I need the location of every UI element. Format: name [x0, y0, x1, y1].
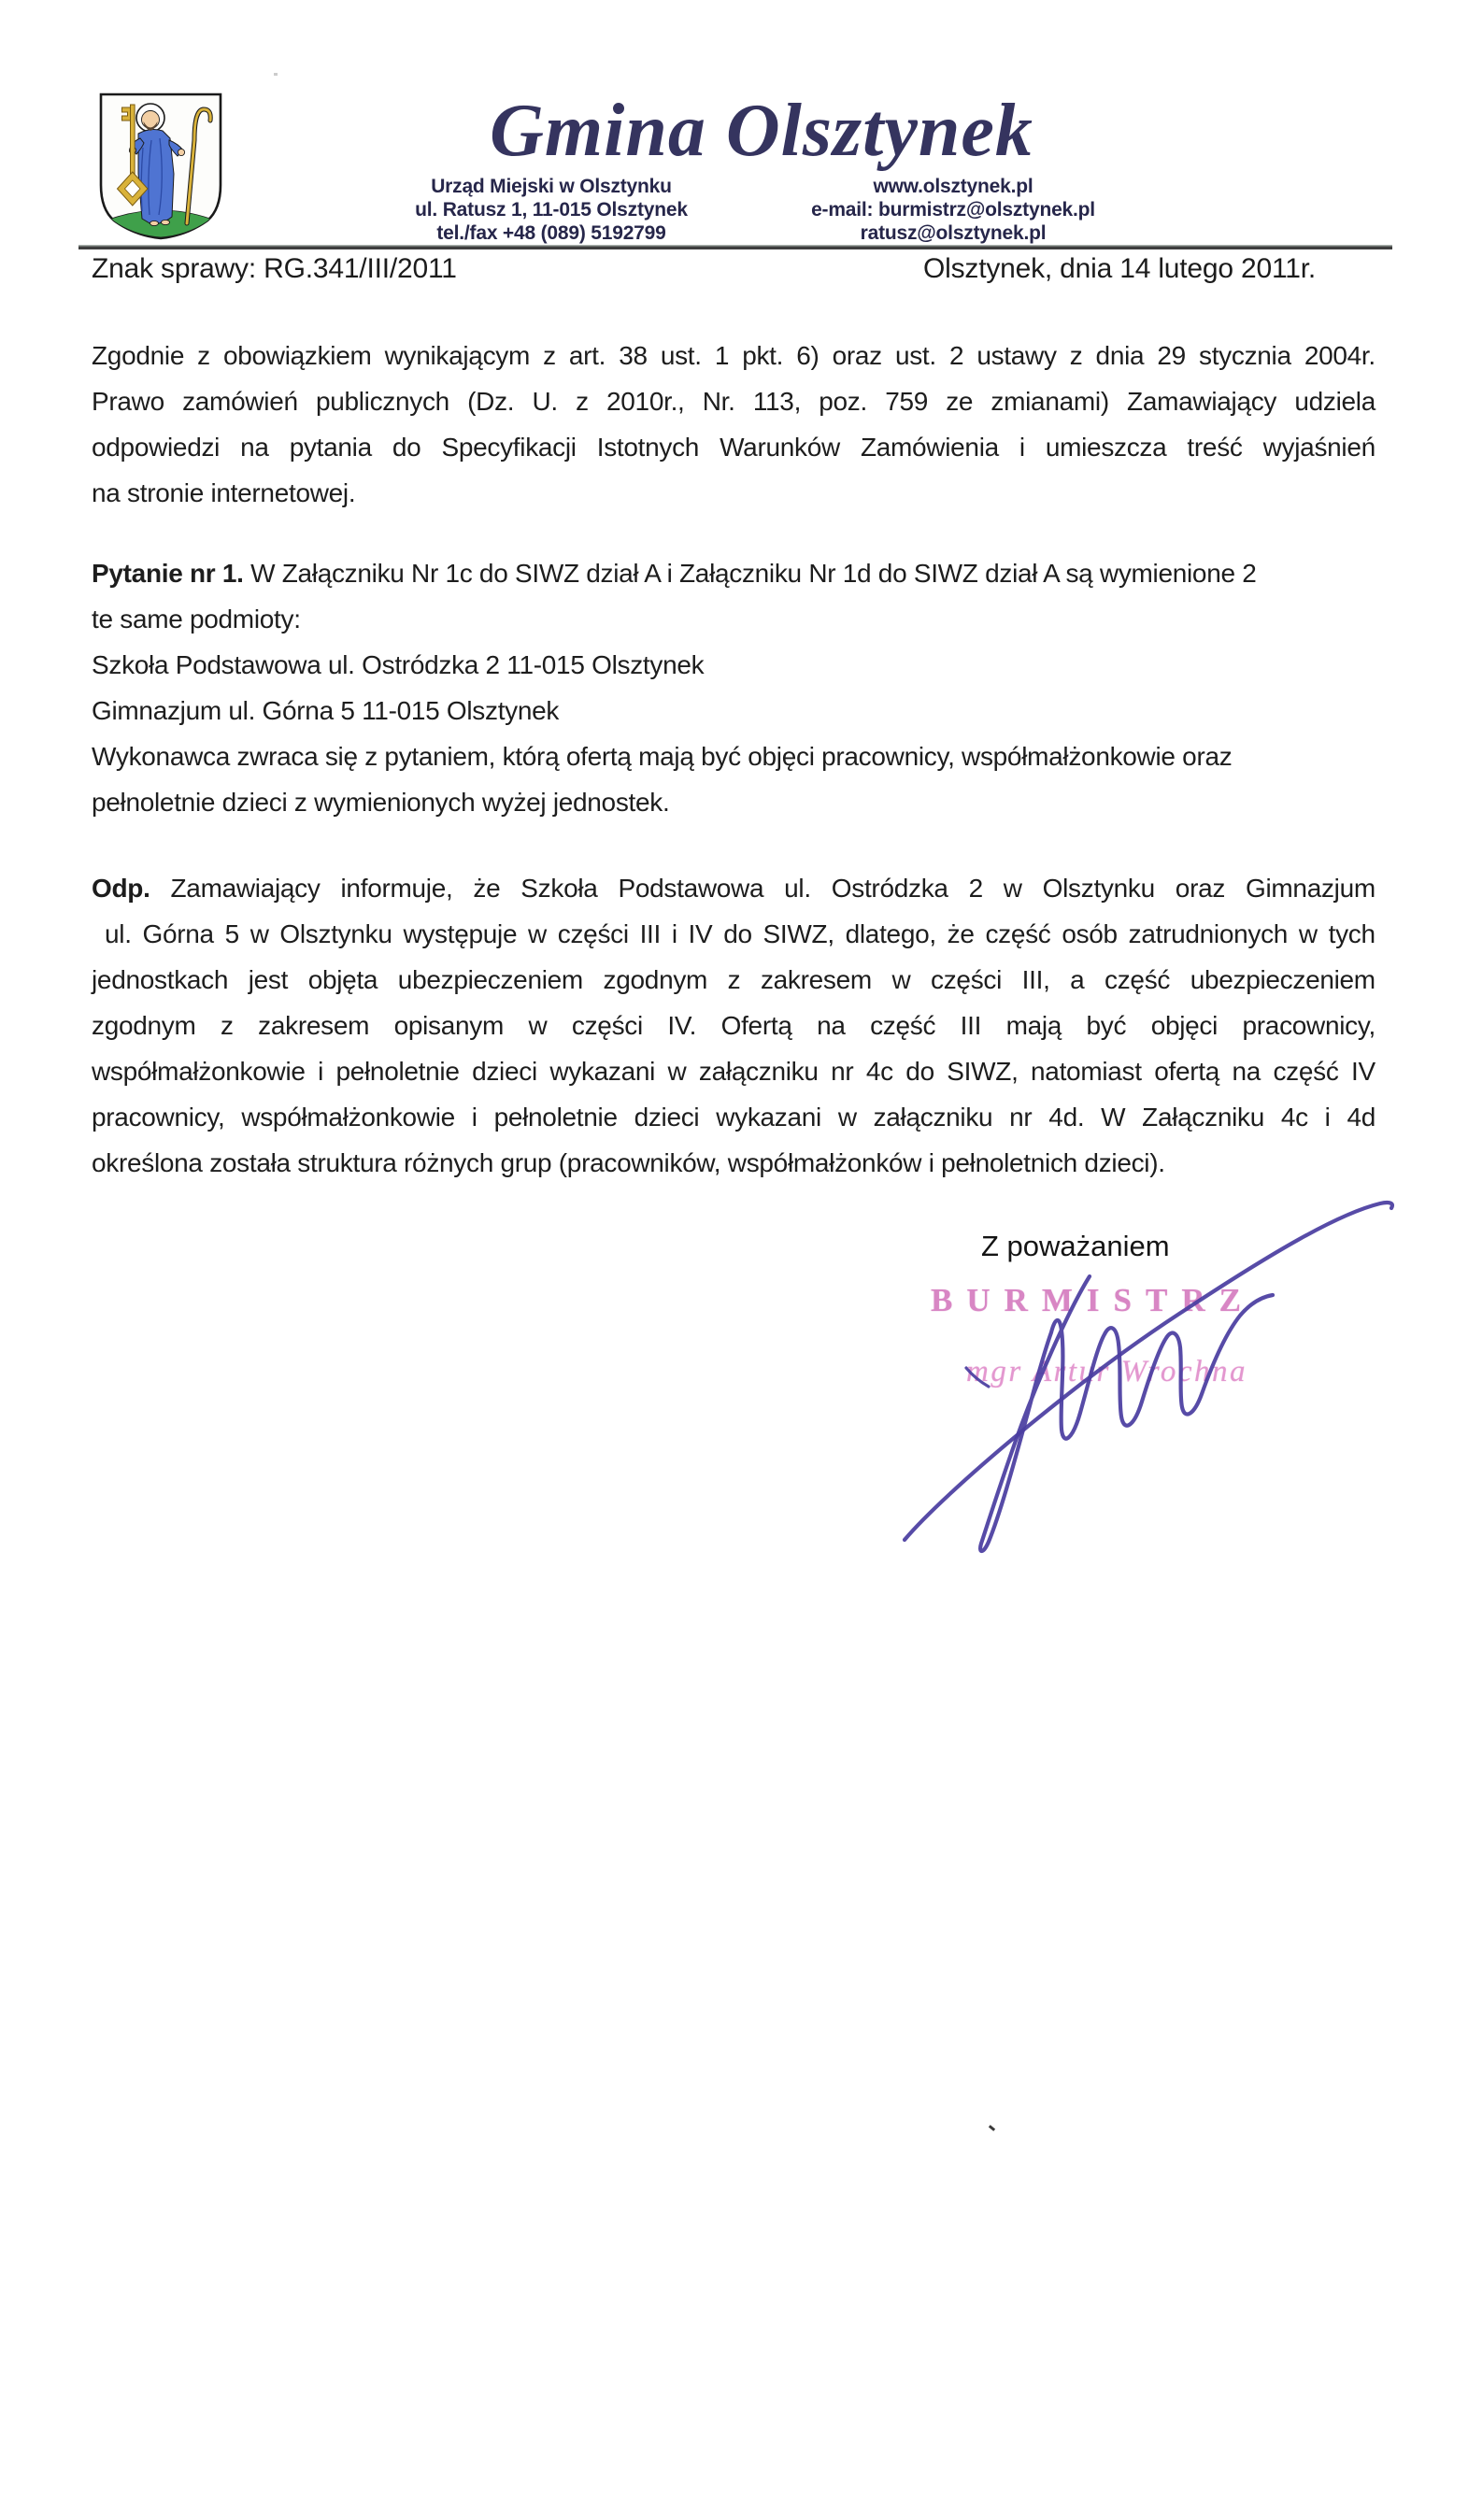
paragraph-answer	[92, 865, 1375, 1186]
text-line: te same podmioty:	[92, 605, 301, 634]
text-line: na stronie internetowej.	[92, 478, 356, 507]
stamp-name-mayor: mgr Artur Wrochna	[966, 1355, 1248, 1388]
text-line: Zgodnie z obowiązkiem wynikającym z art. 38 ust. 1 pkt. 6) oraz ust. 2 ustawy z dnia 29 stycznia 2004r.	[92, 341, 1375, 370]
closing-phrase: Z poważaniem	[981, 1230, 1170, 1262]
contact-line-email: ratusz@olsztynek.pl	[860, 222, 1047, 244]
stamp-title-burmistrz: BURMISTRZ	[931, 1282, 1255, 1318]
saint-foot	[150, 221, 159, 225]
text-line: Odp. Zamawiający informuje, że Szkoła Podstawowa ul. Ostródzka 2 w Olsztynku oraz Gimnazjum	[92, 874, 1375, 903]
text-line: Gimnazjum ul. Górna 5 11-015 Olsztynek	[92, 696, 560, 725]
place-and-date: Olsztynek, dnia 14 lutego 2011r.	[923, 253, 1316, 284]
handwritten-signature	[841, 1168, 1420, 1570]
text-line: odpowiedzi na pytania do Specyfikacji Istotnych Warunków Zamówienia i umieszcza treść wyjaśnień	[92, 433, 1375, 462]
text-line: ul. Górna 5 w Olsztynku występuje w części III i IV do SIWZ, dlatego, że część osób zatrudnionych w tych	[105, 919, 1375, 948]
text-line: Szkoła Podstawowa ul. Ostródzka 2 11-015 Olsztynek	[92, 650, 705, 679]
contact-block-left	[391, 175, 712, 245]
header-divider-rule	[78, 245, 1392, 249]
saint-foot	[162, 220, 170, 224]
page-title: Gmina Olsztynek	[490, 90, 1033, 172]
contact-line: ul. Ratusz 1, 11-015 Olsztynek	[415, 199, 688, 221]
text-line: pełnoletnie dzieci z wymienionych wyżej jednostek.	[92, 788, 670, 817]
text-line: Pytanie nr 1. W Załączniku Nr 1c do SIWZ dział A i Załączniku Nr 1d do SIWZ dział A są wymienione 2	[92, 559, 1257, 588]
scan-artifact	[274, 73, 278, 76]
paragraph-intro	[92, 333, 1375, 516]
signature-zigzag	[980, 1276, 1273, 1551]
text-line: określona została struktura różnych grup (pracowników, współmałżonków i pełnoletnich dzieci).	[92, 1148, 1165, 1177]
coat-of-arms-olsztynek	[97, 91, 224, 242]
text-line: Wykonawca zwraca się z pytaniem, którą ofertą mają być objęci pracownicy, współmałżonkowie oraz	[92, 742, 1233, 771]
paragraph-question-1	[92, 550, 1375, 825]
saint-left-hand	[178, 149, 184, 155]
text-line: Prawo zamówień publicznych (Dz. U. z 2010r., Nr. 113, poz. 759 ze zmianami) Zamawiający udziela	[92, 387, 1375, 416]
signature-tick	[966, 1368, 989, 1387]
text-line: pracownicy, współmałżonkowie i pełnoletnie dzieci wykazani w załączniku nr 4d. W Załączniku 4c i 4d	[92, 1103, 1375, 1132]
contact-line-email: e-mail: burmistrz@olsztynek.pl	[811, 199, 1095, 221]
text-line: zgodnym z zakresem opisanym w części IV. Ofertą na część III mają być objęci pracownicy,	[92, 1011, 1375, 1040]
saint-head	[142, 111, 160, 129]
text-line: jednostkach jest objęta ubezpieczeniem zgodnym z zakresem w części III, a część ubezpieczeniem	[92, 965, 1375, 994]
case-number: Znak sprawy: RG.341/III/2011	[92, 253, 457, 284]
scan-artifact	[989, 2125, 995, 2131]
signature-long-diagonal	[905, 1203, 1392, 1540]
contact-line-website: www.olsztynek.pl	[873, 176, 1033, 197]
text-line: współmałżonkowie i pełnoletnie dzieci wykazani w załączniku nr 4c do SIWZ, natomiast ofertą na część IV	[92, 1057, 1375, 1086]
contact-block-right	[792, 175, 1114, 245]
contact-line: Urząd Miejski w Olsztynku	[431, 176, 672, 197]
contact-line: tel./fax +48 (089) 5192799	[436, 222, 666, 244]
